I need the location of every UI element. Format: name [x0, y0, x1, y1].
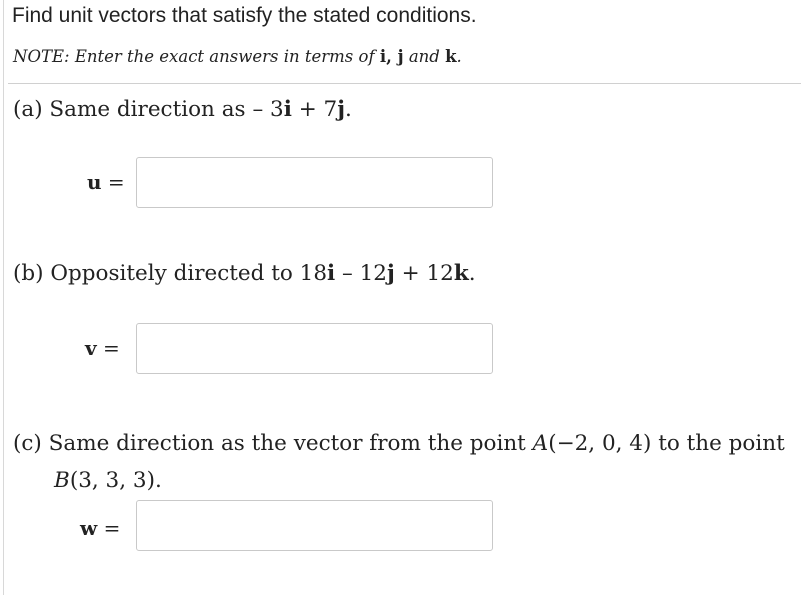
- note-prefix: NOTE: Enter the exact answers in terms of: [13, 47, 380, 66]
- point-a-coords: (−2, 0, 4): [548, 431, 652, 456]
- divider: [8, 83, 801, 84]
- answer-input-w[interactable]: [136, 500, 493, 551]
- part-b-text: (b) Oppositely directed to 18: [13, 261, 328, 286]
- part-a-end: .: [345, 97, 352, 122]
- note-var-k: k: [445, 47, 457, 66]
- w-equals: =: [97, 516, 121, 540]
- part-a-term2: + 7: [291, 97, 338, 122]
- part-a-term1: – 3: [252, 97, 284, 122]
- v-symbol: [85, 336, 120, 360]
- part-b-label: [13, 261, 476, 286]
- part-c-text: (c) Same direction as the vector from the point: [13, 431, 533, 456]
- u-equals: =: [101, 170, 125, 194]
- note-var-i: i: [379, 47, 387, 66]
- part-a-var-j: j: [337, 97, 346, 122]
- part-a-text: (a) Same direction as: [13, 97, 253, 122]
- part-b-var-k: k: [453, 261, 469, 286]
- point-a-name: A: [532, 431, 549, 456]
- part-a-var-i: i: [283, 97, 292, 122]
- question-title: Find unit vectors that satisfy the stated conditions.: [12, 4, 477, 27]
- w-symbol-letter: w: [80, 516, 98, 540]
- part-b-term3: + 12: [394, 261, 454, 286]
- part-b-end: .: [468, 261, 476, 286]
- part-b-term2: – 12: [335, 261, 387, 286]
- part-a-label: [13, 97, 352, 122]
- point-b-coords: (3, 3, 3).: [69, 468, 162, 493]
- point-b-name: B: [54, 468, 70, 493]
- part-c-label-line1: [13, 431, 785, 456]
- answer-input-u[interactable]: [136, 157, 493, 208]
- part-c-label-line2: [54, 468, 162, 493]
- u-symbol: [87, 170, 125, 194]
- part-b-var-i: i: [327, 261, 336, 286]
- note-comma: ,: [386, 47, 398, 66]
- note-and: and: [403, 47, 446, 66]
- note-var-j: j: [397, 47, 404, 66]
- part-c-text-end: to the point: [651, 431, 785, 456]
- v-symbol-letter: v: [85, 336, 97, 360]
- part-b-var-j: j: [386, 261, 395, 286]
- v-equals: =: [96, 336, 120, 360]
- answer-input-v[interactable]: [136, 323, 493, 374]
- note-text: [13, 47, 462, 66]
- u-symbol-letter: u: [87, 170, 102, 194]
- w-symbol: [80, 516, 120, 540]
- note-period: .: [456, 47, 462, 66]
- left-border: [3, 0, 4, 595]
